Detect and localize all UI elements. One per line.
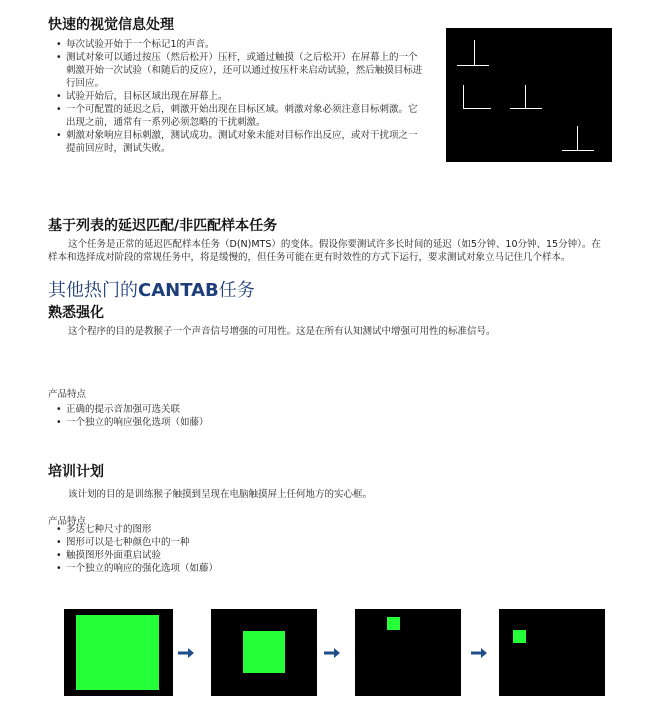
section3-title: 熟悉强化: [48, 305, 104, 321]
training-panel-3: [355, 609, 461, 696]
green-target-square: [243, 631, 285, 673]
list-item: • 一个独立的响应强化选项（如藤）: [54, 416, 454, 429]
list-item: • 一个独立的响应的强化选项（如藤）: [54, 562, 454, 575]
section2-title: 基于列表的延迟匹配/非匹配样本任务: [48, 218, 278, 234]
list-item: • 测试对象可以通过按压（然后松开）压杆，或通过触摸（之后松开）在屏幕上的一个刺激开始一次试验（和随后的反应），还可以通过按压杆来启动试验，然后触摸目标进行回应。: [54, 51, 426, 90]
main-heading-suffix: 任务: [218, 280, 255, 301]
training-panel-1: [64, 609, 173, 696]
section3-paragraph: 这个程序的目的是教猴子一个声音信号增强的可用性。这是在所有认知测试中增强可用性的标准信号。: [68, 326, 496, 337]
list-item: • 每次试验开始于一个标记1的声音。: [54, 38, 426, 51]
stimulus-vertical-line: [525, 85, 526, 109]
arrow-right-icon: [471, 648, 487, 658]
section2-paragraph: 这个任务是正常的延迟匹配样本任务（D(N)MTS）的变体。假设你要测试许多长时间的延迟（如5分钟、10分钟、15分钟）。在样本和选择成对阶段的常规任务中，将是缓慢的，但任务可能在更有时效性的方式下运行，要求测试对象立马记住几个样本。: [48, 239, 601, 263]
stimulus-vertical-line: [474, 40, 475, 66]
list-item: • 多达七种尺寸的图形: [54, 523, 454, 536]
green-target-square: [76, 615, 159, 690]
arrow-right-icon: [324, 648, 340, 658]
section3-features-label: 产品特点: [48, 389, 87, 400]
list-item: • 一个可配置的延迟之后，刺激开始出现在目标区域。刺激对象必须注意目标刺激。它出现之前，通常有一系列必须忽略的干扰刺激。: [54, 103, 426, 129]
section4-features-list: [54, 523, 454, 575]
green-target-square: [513, 630, 526, 643]
main-heading: [48, 276, 255, 302]
section1-bullet-list: [54, 38, 426, 155]
training-panel-4: [499, 609, 605, 696]
list-item: • 触摸图形外面重启试验: [54, 549, 454, 562]
main-heading-prefix: 其他热门的: [48, 280, 138, 301]
stimulus-horizontal-line: [457, 65, 489, 66]
section4-features-label: 产品特点: [48, 516, 87, 527]
stimulus-horizontal-line: [463, 108, 491, 109]
list-item: • 试验开始后，目标区域出现在屏幕上。: [54, 90, 426, 103]
list-item: • 正确的提示音加强可选关联: [54, 403, 454, 416]
stimulus-vertical-line: [577, 126, 578, 151]
stimulus-horizontal-line: [510, 108, 542, 109]
section3-features-list: [54, 403, 454, 429]
section4-title: 培训计划: [48, 464, 104, 480]
list-item: • 刺激对象响应目标刺激，测试成功。测试对象未能对目标作出反应，或对干扰项之一提前回应时，测试失败。: [54, 129, 426, 155]
distractor-stimuli-panel: [446, 28, 612, 162]
stimulus-horizontal-line: [562, 150, 594, 151]
arrow-right-icon: [178, 648, 194, 658]
green-target-square: [387, 617, 400, 630]
section1-title: 快速的视觉信息处理: [48, 17, 174, 33]
section4-paragraph: 该计划的目的是训练猴子触摸到呈现在电脑触摸屏上任何地方的实心框。: [68, 489, 373, 500]
list-item: • 图形可以是七种颜色中的一种: [54, 536, 454, 549]
stimulus-vertical-line: [463, 85, 464, 109]
main-heading-brand: CANTAB: [138, 280, 219, 301]
training-panel-2: [211, 609, 317, 696]
